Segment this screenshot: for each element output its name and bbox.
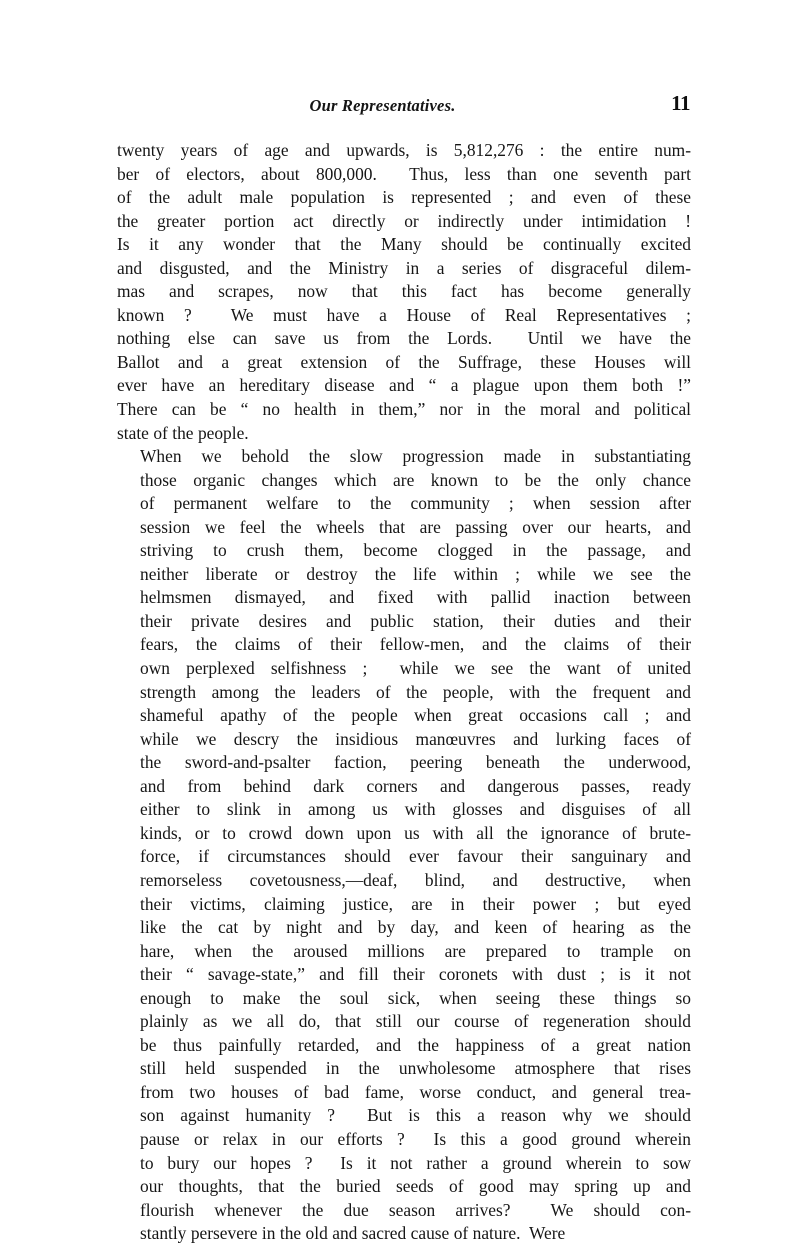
text-line: while we descry the insidious manœuvres and lurking faces of <box>140 728 691 749</box>
text-line: of the adult male population is represented ; and even of these <box>117 187 691 208</box>
text-line: be thus painfully retarded, and the happiness of a great nation <box>140 1034 691 1055</box>
text-line: to bury our hopes ? Is it not rather a ground wherein to sow <box>140 1152 691 1173</box>
text-line: kinds, or to crowd down upon us with all the ignorance of brute- <box>140 822 691 843</box>
text-line: ever have an hereditary disease and “ a plague upon them both !” <box>117 375 691 396</box>
text-line: their private desires and public station, their duties and their <box>140 610 691 631</box>
text-line: like the cat by night and by day, and keen of hearing as the <box>140 917 691 938</box>
text-line: still held suspended in the unwholesome atmosphere that rises <box>140 1058 691 1079</box>
text-line: striving to crush them, become clogged in the passage, and <box>140 540 691 561</box>
text-line: When we behold the slow progression made in substantiating <box>140 446 691 467</box>
text-line: own perplexed selfishness ; while we see the want of united <box>140 658 691 679</box>
paragraph <box>117 139 691 445</box>
text-line: and disgusted, and the Ministry in a series of disgraceful dilem- <box>117 257 691 278</box>
text-line: their “ savage-state,” and fill their coronets with dust ; is it not <box>140 964 691 985</box>
text-line: either to slink in among us with glosses and disguises of all <box>140 799 691 820</box>
text-line: state of the people. <box>117 422 249 443</box>
text-line: those organic changes which are known to be the only chance <box>140 469 691 490</box>
text-line: of permanent welfare to the community ; when session after <box>140 493 691 514</box>
text-line: the greater portion act directly or indirectly under intimidation ! <box>117 210 691 231</box>
body-text <box>117 139 691 1246</box>
text-line: remorseless covetousness,—deaf, blind, and destructive, when <box>140 869 691 890</box>
text-line: helmsmen dismayed, and fixed with pallid inaction between <box>140 587 691 608</box>
text-line: pause or relax in our efforts ? Is this a good ground wherein <box>140 1128 691 1149</box>
text-line: their victims, claiming justice, are in their power ; but eyed <box>140 893 691 914</box>
text-line: mas and scrapes, now that this fact has become generally <box>117 281 691 302</box>
paragraph <box>117 445 691 1246</box>
text-line: plainly as we all do, that still our course of regeneration should <box>140 1011 691 1032</box>
text-line: flourish whenever the due season arrives? We should con- <box>140 1199 691 1220</box>
text-line: nothing else can save us from the Lords. Until we have the <box>117 328 691 349</box>
text-line: force, if circumstances should ever favour their sanguinary and <box>140 846 691 867</box>
text-line: son against humanity ? But is this a reason why we should <box>140 1105 691 1126</box>
text-line: our thoughts, that the buried seeds of good may spring up and <box>140 1176 691 1197</box>
text-line: neither liberate or destroy the life within ; while we see the <box>140 563 691 584</box>
text-line: the sword-and-psalter faction, peering beneath the underwood, <box>140 752 691 773</box>
text-line: There can be “ no health in them,” nor in the moral and political <box>117 399 691 420</box>
text-line: strength among the leaders of the people, with the frequent and <box>140 681 691 702</box>
text-line: Ballot and a great extension of the Suffrage, these Houses will <box>117 351 691 372</box>
text-line: hare, when the aroused millions are prepared to trample on <box>140 940 691 961</box>
text-line: and from behind dark corners and dangerous passes, ready <box>140 775 691 796</box>
text-line: Is it any wonder that the Many should be continually excited <box>117 234 691 255</box>
text-line: fears, the claims of their fellow-men, and the claims of their <box>140 634 691 655</box>
text-line: shameful apathy of the people when great occasions call ; and <box>140 705 691 726</box>
text-line: known ? We must have a House of Real Representatives ; <box>117 304 691 325</box>
running-head-title: Our Representatives. <box>309 96 456 115</box>
text-line: session we feel the wheels that are passing over our hearts, and <box>140 516 691 537</box>
page-number: 11 <box>671 91 690 115</box>
text-line: enough to make the soul sick, when seeing these things so <box>140 987 691 1008</box>
text-line: twenty years of age and upwards, is 5,812,276 : the entire num- <box>117 140 691 160</box>
text-line: ber of electors, about 800,000. Thus, less than one seventh part <box>117 163 691 184</box>
text-line: stantly persevere in the old and sacred cause of nature. Were <box>140 1223 566 1244</box>
running-head <box>117 91 690 126</box>
text-line: from two houses of bad fame, worse conduct, and general trea- <box>140 1081 691 1102</box>
